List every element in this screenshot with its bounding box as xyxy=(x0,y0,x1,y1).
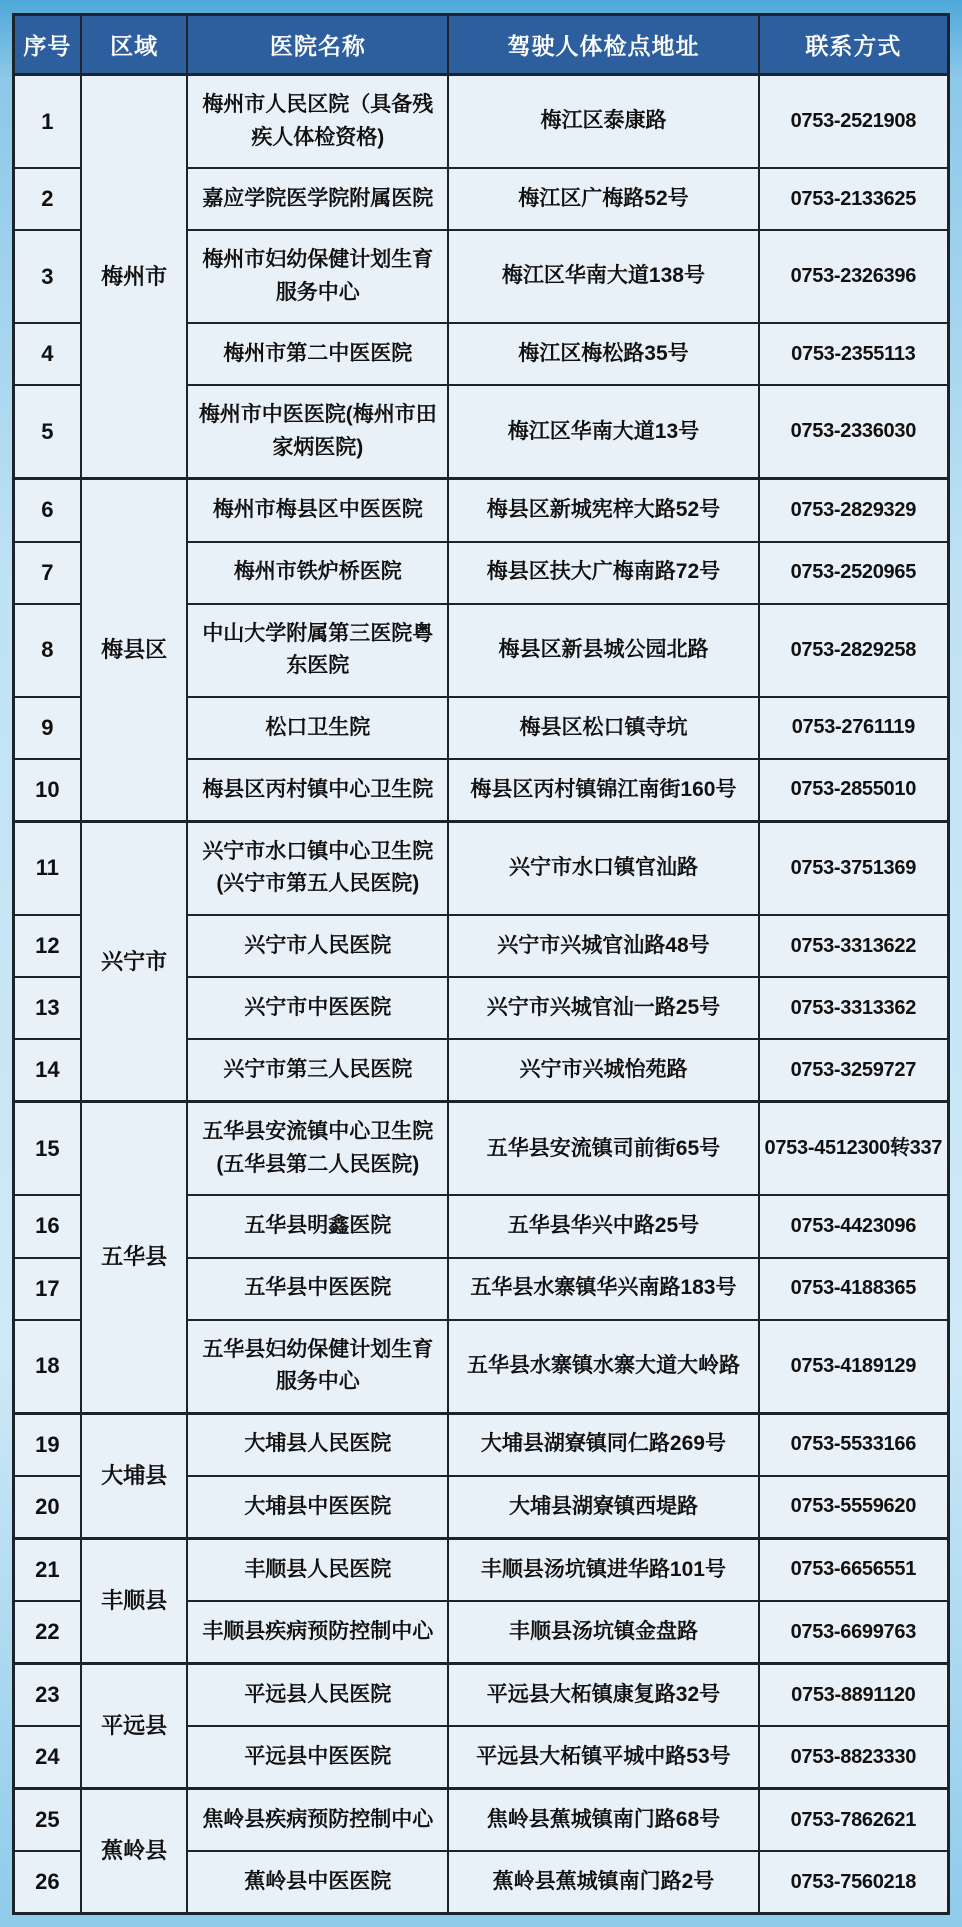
table-row xyxy=(14,1413,949,1476)
cell-checkpoint-address: 梅江区广梅路52号 xyxy=(448,168,758,230)
cell-checkpoint-address: 五华县水寨镇水寨大道大岭路 xyxy=(448,1320,758,1414)
cell-hospital-name: 五华县妇幼保健计划生育服务中心 xyxy=(187,1320,448,1414)
cell-serial-number: 15 xyxy=(14,1102,81,1196)
cell-hospital-name: 蕉岭县中医医院 xyxy=(187,1851,448,1914)
cell-hospital-name: 梅州市铁炉桥医院 xyxy=(187,542,448,604)
cell-serial-number: 2 xyxy=(14,168,81,230)
cell-serial-number: 26 xyxy=(14,1851,81,1914)
cell-hospital-name: 平远县中医医院 xyxy=(187,1726,448,1789)
cell-hospital-name: 大埔县人民医院 xyxy=(187,1413,448,1476)
cell-contact-phone: 0753-3313362 xyxy=(759,977,949,1039)
cell-contact-phone: 0753-8891120 xyxy=(759,1664,949,1727)
cell-contact-phone: 0753-2336030 xyxy=(759,385,949,479)
cell-serial-number: 23 xyxy=(14,1664,81,1727)
cell-checkpoint-address: 丰顺县汤坑镇进华路101号 xyxy=(448,1538,758,1601)
cell-hospital-name: 兴宁市水口镇中心卫生院(兴宁市第五人民医院) xyxy=(187,821,448,915)
table-row xyxy=(14,479,949,542)
cell-serial-number: 14 xyxy=(14,1039,81,1102)
cell-serial-number: 1 xyxy=(14,75,81,169)
cell-region: 平远县 xyxy=(81,1664,188,1789)
cell-contact-phone: 0753-5533166 xyxy=(759,1413,949,1476)
cell-serial-number: 9 xyxy=(14,697,81,759)
header-serial-number: 序号 xyxy=(14,15,81,75)
cell-checkpoint-address: 梅县区新县城公园北路 xyxy=(448,604,758,697)
cell-hospital-name: 兴宁市人民医院 xyxy=(187,915,448,977)
cell-serial-number: 13 xyxy=(14,977,81,1039)
cell-checkpoint-address: 梅县区松口镇寺坑 xyxy=(448,697,758,759)
table-header xyxy=(14,15,949,75)
cell-hospital-name: 嘉应学院医学院附属医院 xyxy=(187,168,448,230)
cell-contact-phone: 0753-2761119 xyxy=(759,697,949,759)
cell-checkpoint-address: 梅县区新城宪梓大路52号 xyxy=(448,479,758,542)
cell-region: 五华县 xyxy=(81,1102,188,1413)
cell-region: 大埔县 xyxy=(81,1413,188,1538)
table-row xyxy=(14,1538,949,1601)
hospital-checkpoint-table xyxy=(12,13,950,1915)
header-row xyxy=(14,15,949,75)
cell-region: 蕉岭县 xyxy=(81,1789,188,1914)
cell-checkpoint-address: 兴宁市兴城怡苑路 xyxy=(448,1039,758,1102)
cell-hospital-name: 梅州市中医医院(梅州市田家炳医院) xyxy=(187,385,448,479)
header-contact: 联系方式 xyxy=(759,15,949,75)
cell-hospital-name: 梅州市妇幼保健计划生育服务中心 xyxy=(187,230,448,323)
cell-serial-number: 11 xyxy=(14,821,81,915)
header-region: 区域 xyxy=(81,15,188,75)
cell-contact-phone: 0753-2133625 xyxy=(759,168,949,230)
table-row xyxy=(14,1664,949,1727)
table-row xyxy=(14,1789,949,1852)
cell-checkpoint-address: 梅江区梅松路35号 xyxy=(448,323,758,385)
cell-hospital-name: 梅州市梅县区中医医院 xyxy=(187,479,448,542)
cell-checkpoint-address: 梅江区华南大道13号 xyxy=(448,385,758,479)
cell-serial-number: 10 xyxy=(14,759,81,822)
cell-serial-number: 6 xyxy=(14,479,81,542)
cell-serial-number: 4 xyxy=(14,323,81,385)
cell-checkpoint-address: 兴宁市兴城官汕一路25号 xyxy=(448,977,758,1039)
cell-serial-number: 22 xyxy=(14,1601,81,1664)
table-row xyxy=(14,1102,949,1196)
cell-serial-number: 25 xyxy=(14,1789,81,1852)
cell-checkpoint-address: 梅县区丙村镇锦江南街160号 xyxy=(448,759,758,822)
cell-hospital-name: 梅州市人民区院（具备残疾人体检资格) xyxy=(187,75,448,169)
table-row xyxy=(14,821,949,915)
cell-region: 丰顺县 xyxy=(81,1538,188,1663)
cell-region: 梅县区 xyxy=(81,479,188,821)
cell-hospital-name: 梅州市第二中医医院 xyxy=(187,323,448,385)
cell-contact-phone: 0753-3259727 xyxy=(759,1039,949,1102)
cell-hospital-name: 五华县中医医院 xyxy=(187,1258,448,1320)
cell-hospital-name: 松口卫生院 xyxy=(187,697,448,759)
cell-checkpoint-address: 兴宁市水口镇官汕路 xyxy=(448,821,758,915)
cell-region: 兴宁市 xyxy=(81,821,188,1101)
cell-serial-number: 20 xyxy=(14,1476,81,1539)
cell-checkpoint-address: 大埔县湖寮镇西堤路 xyxy=(448,1476,758,1539)
cell-checkpoint-address: 五华县华兴中路25号 xyxy=(448,1195,758,1257)
cell-contact-phone: 0753-6699763 xyxy=(759,1601,949,1664)
cell-checkpoint-address: 丰顺县汤坑镇金盘路 xyxy=(448,1601,758,1664)
cell-serial-number: 18 xyxy=(14,1320,81,1414)
cell-contact-phone: 0753-4188365 xyxy=(759,1258,949,1320)
header-hospital-name: 医院名称 xyxy=(187,15,448,75)
cell-contact-phone: 0753-3313622 xyxy=(759,915,949,977)
cell-hospital-name: 梅县区丙村镇中心卫生院 xyxy=(187,759,448,822)
cell-checkpoint-address: 蕉岭县蕉城镇南门路2号 xyxy=(448,1851,758,1914)
cell-hospital-name: 五华县安流镇中心卫生院(五华县第二人民医院) xyxy=(187,1102,448,1196)
cell-checkpoint-address: 梅江区泰康路 xyxy=(448,75,758,169)
cell-hospital-name: 五华县明鑫医院 xyxy=(187,1195,448,1257)
cell-serial-number: 19 xyxy=(14,1413,81,1476)
cell-contact-phone: 0753-7862621 xyxy=(759,1789,949,1852)
cell-checkpoint-address: 平远县大柘镇平城中路53号 xyxy=(448,1726,758,1789)
cell-checkpoint-address: 五华县水寨镇华兴南路183号 xyxy=(448,1258,758,1320)
cell-contact-phone: 0753-3751369 xyxy=(759,821,949,915)
cell-hospital-name: 平远县人民医院 xyxy=(187,1664,448,1727)
cell-hospital-name: 兴宁市第三人民医院 xyxy=(187,1039,448,1102)
cell-serial-number: 17 xyxy=(14,1258,81,1320)
cell-serial-number: 5 xyxy=(14,385,81,479)
cell-hospital-name: 焦岭县疾病预防控制中心 xyxy=(187,1789,448,1852)
cell-hospital-name: 丰顺县疾病预防控制中心 xyxy=(187,1601,448,1664)
cell-contact-phone: 0753-4512300转337 xyxy=(759,1102,949,1196)
cell-contact-phone: 0753-2521908 xyxy=(759,75,949,169)
cell-contact-phone: 0753-5559620 xyxy=(759,1476,949,1539)
cell-serial-number: 24 xyxy=(14,1726,81,1789)
cell-serial-number: 7 xyxy=(14,542,81,604)
cell-checkpoint-address: 平远县大柘镇康复路32号 xyxy=(448,1664,758,1727)
cell-contact-phone: 0753-2855010 xyxy=(759,759,949,822)
table-body xyxy=(14,75,949,1914)
cell-contact-phone: 0753-2520965 xyxy=(759,542,949,604)
cell-checkpoint-address: 兴宁市兴城官汕路48号 xyxy=(448,915,758,977)
cell-contact-phone: 0753-2355113 xyxy=(759,323,949,385)
cell-hospital-name: 大埔县中医医院 xyxy=(187,1476,448,1539)
cell-contact-phone: 0753-6656551 xyxy=(759,1538,949,1601)
cell-checkpoint-address: 大埔县湖寮镇同仁路269号 xyxy=(448,1413,758,1476)
cell-contact-phone: 0753-7560218 xyxy=(759,1851,949,1914)
cell-hospital-name: 兴宁市中医医院 xyxy=(187,977,448,1039)
cell-serial-number: 12 xyxy=(14,915,81,977)
header-checkpoint-address: 驾驶人体检点地址 xyxy=(448,15,758,75)
cell-contact-phone: 0753-2829329 xyxy=(759,479,949,542)
cell-checkpoint-address: 五华县安流镇司前街65号 xyxy=(448,1102,758,1196)
cell-contact-phone: 0753-4423096 xyxy=(759,1195,949,1257)
table-row xyxy=(14,75,949,169)
cell-contact-phone: 0753-8823330 xyxy=(759,1726,949,1789)
cell-checkpoint-address: 梅县区扶大广梅南路72号 xyxy=(448,542,758,604)
cell-contact-phone: 0753-2326396 xyxy=(759,230,949,323)
cell-serial-number: 8 xyxy=(14,604,81,697)
cell-region: 梅州市 xyxy=(81,75,188,479)
cell-contact-phone: 0753-4189129 xyxy=(759,1320,949,1414)
cell-serial-number: 21 xyxy=(14,1538,81,1601)
cell-serial-number: 16 xyxy=(14,1195,81,1257)
cell-hospital-name: 丰顺县人民医院 xyxy=(187,1538,448,1601)
cell-checkpoint-address: 焦岭县蕉城镇南门路68号 xyxy=(448,1789,758,1852)
cell-hospital-name: 中山大学附属第三医院粤东医院 xyxy=(187,604,448,697)
cell-contact-phone: 0753-2829258 xyxy=(759,604,949,697)
cell-serial-number: 3 xyxy=(14,230,81,323)
cell-checkpoint-address: 梅江区华南大道138号 xyxy=(448,230,758,323)
